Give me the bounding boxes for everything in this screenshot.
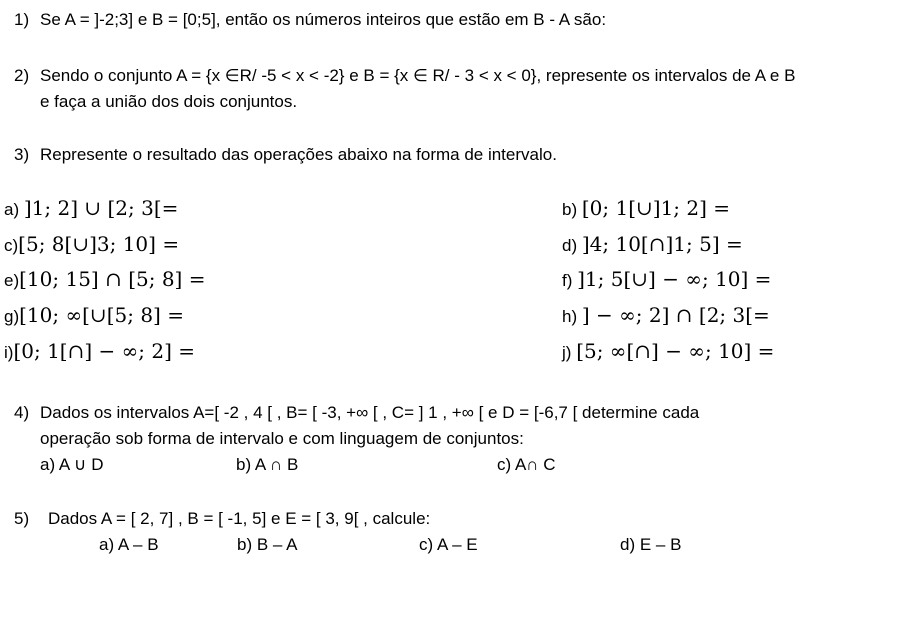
q3-item-expression: ] − ∞; 2] ∩ [2; 3[=	[581, 303, 770, 327]
q3-item-f	[562, 268, 771, 292]
q3-item-expression: [5; 8[∪]3; 10] =	[18, 232, 180, 256]
q3-item-expression: [10; 15] ∩ [5; 8] =	[19, 267, 206, 291]
q3-item-label: h)	[562, 307, 578, 326]
question-2	[14, 66, 795, 86]
q3-item-d	[562, 233, 743, 257]
q3-item-label: d)	[562, 236, 578, 255]
q3-item-j	[562, 340, 774, 364]
q3-item-expression: ]1; 2] ∪ [2; 3[=	[23, 196, 179, 220]
q3-item-expression: [5; ∞[∩] − ∞; 10] =	[576, 339, 775, 363]
question-5	[14, 509, 430, 529]
q3-item-e	[4, 268, 205, 292]
q3-item-h	[562, 304, 770, 328]
q3-item-expression: [0; 1[∩] − ∞; 2] =	[13, 339, 196, 363]
q5-item-a: a) A – B	[99, 535, 159, 554]
question-4-line-2: operação sob forma de intervalo e com linguagem de conjuntos:	[40, 429, 524, 448]
q3-item-label: b)	[562, 200, 578, 219]
question-1-text: Se A = ]-2;3] e B = [0;5], então os números inteiros que estão em B - A são:	[40, 10, 607, 29]
q3-item-label: e)	[4, 271, 20, 290]
q3-item-expression: [10; ∞[∪[5; 8] =	[19, 303, 184, 327]
question-3-number: 3)	[14, 145, 30, 164]
question-4	[14, 403, 699, 423]
q3-item-label: a)	[4, 200, 20, 219]
question-2-line-1: Sendo o conjunto A = {x ∈R/ -5 < x < -2} e B = {x ∈ R/ - 3 < x < 0}, represente os intervalos de A e B	[40, 66, 796, 85]
question-3	[14, 145, 557, 165]
question-2-number: 2)	[14, 66, 30, 85]
question-4-line-1: Dados os intervalos A=[ -2 , 4 [ , B= [ -3, +∞ [ , C= ] 1 , +∞ [ e D = [-6,7 [ determine cada	[40, 403, 700, 422]
q4-item-b: b) A ∩ B	[236, 455, 299, 474]
question-1-number: 1)	[14, 10, 30, 29]
question-3-text: Represente o resultado das operações abaixo na forma de intervalo.	[40, 145, 557, 164]
q3-item-expression: [0; 1[∪]1; 2] =	[581, 196, 731, 220]
q3-item-expression: ]1; 5[∪] − ∞; 10] =	[577, 267, 772, 291]
q4-item-a: a) A ∪ D	[40, 455, 104, 474]
q3-item-label: j)	[562, 343, 572, 362]
question-5-number: 5)	[14, 509, 30, 528]
q5-item-c: c) A – E	[419, 535, 478, 554]
question-5-text: Dados A = [ 2, 7] , B = [ -1, 5] e E = [ 3, 9[ , calcule:	[48, 509, 431, 528]
q3-item-expression: ]4; 10[∩]1; 5] =	[581, 232, 743, 256]
q3-item-b	[562, 197, 730, 221]
q3-item-label: i)	[4, 343, 14, 362]
q3-item-c	[4, 233, 179, 257]
question-2-line-2: e faça a união dos dois conjuntos.	[40, 92, 298, 111]
q3-item-label: f)	[562, 271, 573, 290]
q5-item-b: b) B – A	[237, 535, 298, 554]
q3-item-label: c)	[4, 236, 19, 255]
q4-item-c: c) A∩ C	[497, 455, 556, 474]
q3-item-g	[4, 304, 184, 328]
question-1	[14, 10, 606, 30]
question-4-number: 4)	[14, 403, 30, 422]
q5-item-d: d) E – B	[620, 535, 682, 554]
q3-item-a	[4, 197, 178, 221]
q3-item-i	[4, 340, 195, 364]
q3-item-label: g)	[4, 307, 20, 326]
